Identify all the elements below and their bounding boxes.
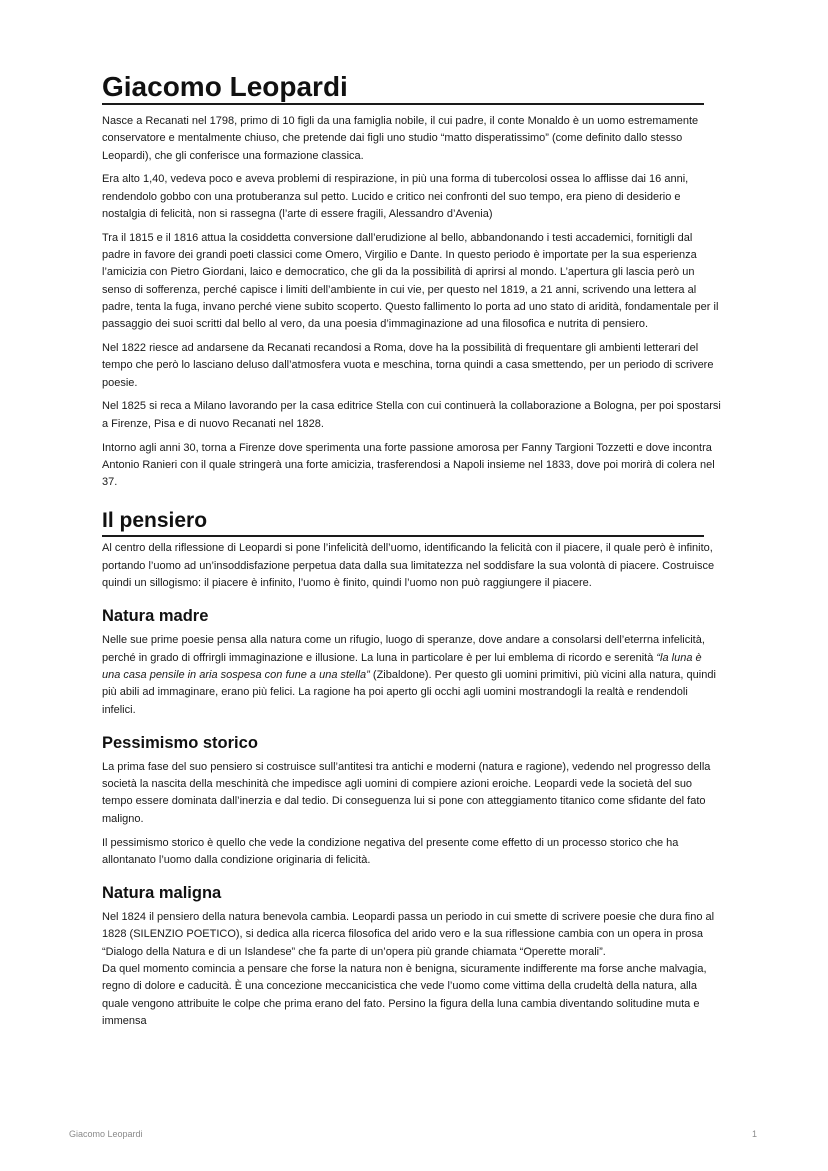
page-title: Giacomo Leopardi [102, 72, 704, 105]
bio-paragraph-4: Nel 1822 riesce ad andarsene da Recanati recandosi a Roma, dove ha la possibilità di frequentare gli ambienti letterari del tempo che però lo lasciano deluso dall’atmosfera vuota e meschina, torna quindi a casa smettendo, per un periodo di scrivere poesie. [102, 342, 714, 389]
natura-maligna-paragraph-2: Da quel momento comincia a pensare che forse la natura non è benigna, sicuramente indifferente ma forse anche malvagia, regno di dolore e caducità. È una concezione meccanicistica che vede l’uomo come vittima della crudeltà della natura, alla quale vengono attribuite le colpe che prima erano del fato. Persino la figura della luna cambia diventando solitudine muta e immensa [102, 962, 707, 1027]
footer-title: Giacomo Leopardi [69, 1129, 143, 1139]
natura-madre-text-after: (Zibaldone). Per questo gli uomini primitivi, più vicini alla natura, quindi più abili ad immaginare, erano più felici. La ragione ha poi aperto gli occhi agli uomini mostrandogli la realtà e rendendoli infelici. [102, 668, 716, 716]
bio-paragraph-2: Era alto 1,40, vedeva poco e aveva problemi di respirazione, in più una forma di tubercolosi ossea lo afflisse dai 16 anni, rendendolo gobbo con una protuberanza sul petto. Lucido e critico nei confronti del suo tempo, era pieno di desiderio e nostalgia di felicità, non si rassegna (l’arte di essere fragili, Alessandro d’Avenia) [102, 173, 689, 220]
document-page [102, 72, 722, 1037]
subsection-heading-natura-madre: Natura madre [102, 607, 209, 626]
bio-paragraph-3: Tra il 1815 e il 1816 attua la cosiddetta conversione dall’erudizione al bello, abbandonando i testi accademici, fornitigli dal padre in favore dei grandi poeti classici come Omero, Virgilio e Dante. In questo periodo è importate per la sua esperienza l’amicizia con Pietro Giordani, laico e democratico, che gli da la possibilità di aprirsi al mondo. L’apertura gli lascia però un senso di sofferenza, perché capisce i limiti dell’ambiente in cui vie, per questo nel 1819, a 21 anni, scrivendo una lettera al padre, tenta la fuga, invano perché viene subito scoperto. Questo fallimento lo porta ad uno stato di aridità, fondamentale per il passaggio dei suoi scritti dal bello al vero, da una poesia d’immaginazione ad una filosofica e nutrita di pensiero. [102, 231, 719, 331]
natura-maligna-paragraph-1: Nel 1824 il pensiero della natura benevola cambia. Leopardi passa un periodo in cui smette di scrivere poesie che dura fino al 1828 (SILENZIO POETICO), si dedica alla ricerca filosofica del arido vero e la sua riflessione cambia con un opera in prosa “Dialogo della Natura e di un Islandese” che fa parte di un’opera più grande chiamata “Operette morali”. [102, 911, 715, 958]
pessimismo-paragraph-1: La prima fase del suo pensiero si costruisce sull’antitesi tra antichi e moderni (natura e ragione), vedendo nel progresso della società la nascita della meschinità che impedisce agli uomini di compiere azioni eroiche. Leopardi vede la società del suo tempo essere dominata dall’inerzia e dal tedio. Di conseguenza lui si pone con atteggiamento titanico come sfidante del fato maligno. [102, 760, 711, 825]
section-heading-pensiero: Il pensiero [102, 508, 704, 537]
bio-paragraph-5: Nel 1825 si reca a Milano lavorando per la casa editrice Stella con cui continuerà la collaborazione a Bologna, per poi spostarsi a Firenze, Pisa e di nuovo Recanati nel 1828. [102, 400, 721, 430]
bio-paragraph-6: Intorno agli anni 30, torna a Firenze dove sperimenta una forte passione amorosa per Fanny Targioni Tozzetti e dove incontra Antonio Ranieri con il quale stringerà una forte amicizia, trasferendosi a Napoli insieme nel 1833, dove poi morirà di colera nel 37. [102, 441, 715, 489]
natura-madre-paragraph [102, 632, 722, 718]
pessimismo-paragraph-2: Il pessimismo storico è quello che vede la condizione negativa del presente come effetto di un processo storico che ha allontanato l’uomo dalla condizione originaria di felicità. [102, 836, 679, 866]
subsection-heading-natura-maligna: Natura maligna [102, 884, 222, 903]
subsection-heading-pessimismo-storico: Pessimismo storico [102, 733, 258, 752]
page-number: 1 [752, 1129, 758, 1139]
pensiero-paragraph: Al centro della riflessione di Leopardi si pone l’infelicità dell’uomo, identificando la felicità con il piacere, il quale però è infinito, portando l’uomo ad un’insoddisfazione perpetua data dalla sua limitatezza nel soddisfare la sua volontà di piacere. Costruisce quindi un sillogismo: il piacere è infinito, l’uomo è finito, quindi l’uomo non può raggiungere il piacere. [102, 542, 715, 590]
natura-madre-text-before: Nelle sue prime poesie pensa alla natura come un rifugio, luogo di speranze, dove andare a consolarsi dell’eterrna infelicità, perché in grado di offrirgli immaginazione e illusione. La luna in particolare è per lui emblema di ricordo e serenità [102, 634, 705, 664]
bio-paragraph-1: Nasce a Recanati nel 1798, primo di 10 figli da una famiglia nobile, il cui padre, il conte Monaldo è un uomo estremamente conservatore e mentalmente chiuso, che pretende dai figli uno studio “matto disperatissimo” (come definito dallo stesso Leopardi), che gli conferisce una formazione classica. [102, 115, 699, 162]
luna-quote: “la luna è una casa pensile in aria sospesa con fune a una stella” [102, 651, 702, 681]
